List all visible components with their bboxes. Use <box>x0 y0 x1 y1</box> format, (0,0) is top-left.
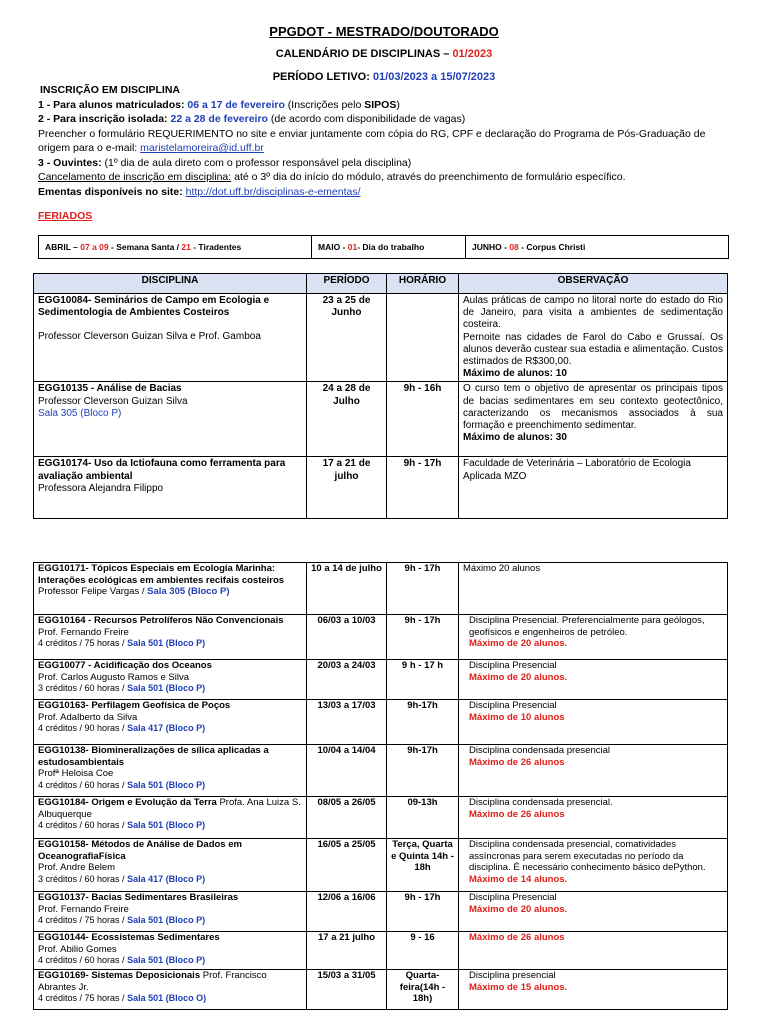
horario-cell: 9h - 16h <box>387 382 459 457</box>
ementas-link[interactable]: http://dot.uff.br/disciplinas-e-ementas/ <box>185 185 361 198</box>
horario-cell: Quarta-feira(14h - 18h) <box>387 970 459 1010</box>
inscricao-item-1 <box>38 98 738 113</box>
observacao-cell <box>459 700 728 745</box>
obs-text: Disciplina condensada presencial. <box>469 797 613 808</box>
item3-text: (1º dia de aula direto com o professor responsável pela disciplina) <box>104 156 412 169</box>
disciplina-cell <box>34 563 307 615</box>
separator: / <box>119 915 128 925</box>
disciplina-cell <box>34 892 307 932</box>
observacao-cell <box>459 563 728 615</box>
periodo-cell: 15/03 a 31/05 <box>307 970 387 1010</box>
item3-label: 3 - Ouvintes: <box>38 156 105 169</box>
course-credits: 4 créditos / 60 horas <box>38 955 120 965</box>
separator: / <box>119 993 128 1003</box>
periodo-cell: 17 a 21 de julho <box>307 457 387 519</box>
horario-cell: 9h - 17h <box>387 457 459 519</box>
item1-note-c: ) <box>396 98 400 111</box>
course-credits: 4 créditos / 60 horas <box>38 820 120 830</box>
disciplina-cell <box>34 839 307 892</box>
feriados-heading: FERIADOS <box>38 210 93 222</box>
horario-cell <box>387 294 459 382</box>
disciplina-cell <box>34 615 307 660</box>
col-observacao: OBSERVAÇÃO <box>459 274 728 294</box>
item1-note-a: (Inscrições pelo <box>284 98 365 111</box>
disciplina-cell <box>34 970 307 1010</box>
item2-note: (de acordo com disponibilidade de vagas) <box>267 113 466 125</box>
separator: / <box>119 820 128 830</box>
obs-text: Máximo 20 alunos <box>463 563 541 574</box>
obs-text: Faculdade de Veterinária – Laboratório de Ecologia Aplicada MZO <box>463 458 691 482</box>
calendar-label: CALENDÁRIO DE DISCIPLINAS – <box>275 48 453 60</box>
horario-cell: 9h-17h <box>387 700 459 745</box>
periodo-cell: 20/03 a 24/03 <box>307 660 387 700</box>
course-title: EGG10077 - Acidificação dos Oceanos <box>38 660 212 671</box>
course-professor: Prof. Francisco Abrantes Jr. <box>38 970 267 993</box>
item2-instructions <box>38 127 738 156</box>
obs-text: Pernoite nas cidades de Farol do Cabo e Grussaí. Os alunos deverão custear sua estadia e alimentação. Custos estimados de R$300,00. <box>463 331 723 368</box>
separator: / <box>119 873 128 884</box>
course-professor: Prof. Andre Belem <box>38 862 116 873</box>
feriado-junho <box>466 236 729 259</box>
course-title: EGG10135 - Análise de Bacias <box>38 383 182 395</box>
course-credits: 4 créditos / 90 horas <box>38 723 120 733</box>
obs-max: Máximo de 14 alunos. <box>469 873 568 885</box>
obs-max: Máximo de 20 alunos. <box>469 903 568 915</box>
obs-max: Máximo de 26 alunos <box>469 808 565 820</box>
observacao-cell <box>459 615 728 660</box>
course-room: Sala 501 (Bloco O) <box>127 993 207 1003</box>
item2-dates: 22 a 28 de fevereiro <box>170 113 268 125</box>
course-room: Sala 305 (Bloco P) <box>38 407 122 419</box>
horario-cell: 9h-17h <box>387 745 459 797</box>
table-row <box>34 294 728 382</box>
table-row <box>34 563 728 615</box>
course-title: EGG10174- Uso da Ictiofauna como ferramenta para avaliação ambiental <box>38 458 286 482</box>
course-credits: 3 créditos / 60 horas <box>38 873 120 884</box>
course-professor: Prof. Fernando Freire <box>38 903 129 915</box>
observacao-cell <box>459 745 728 797</box>
course-title: EGG10144- Ecossistemas Sedimentares <box>38 932 220 943</box>
table-row <box>34 932 728 970</box>
inscricao-item-2 <box>38 112 738 127</box>
observacao-cell <box>459 892 728 932</box>
course-credits: 4 créditos / 75 horas <box>38 638 120 648</box>
course-professor: Prof. Abilio Gomes <box>38 943 117 955</box>
separator: / <box>139 586 148 597</box>
maio-day: 01 <box>347 242 358 252</box>
periodo-cell: 17 a 21 julho <box>307 932 387 970</box>
course-credits: 4 créditos / 75 horas <box>38 915 120 925</box>
col-disciplina: DISCIPLINA <box>34 274 307 294</box>
disciplina-cell <box>34 797 307 839</box>
course-professor: Professor Felipe Vargas <box>38 586 140 597</box>
disciplina-cell <box>34 745 307 797</box>
course-title: EGG10158- Métodos de Análise de Dados em OceanografiaFísica <box>38 839 242 862</box>
item1-label: 1 - Para alunos matriculados: <box>38 98 188 111</box>
course-professor: Profa. Ana Luiza S. Albuquerque <box>38 797 301 820</box>
disciplina-cell <box>34 700 307 745</box>
letivo-label: PERÍODO LETIVO: <box>272 71 373 83</box>
horario-cell: 9h - 17h <box>387 892 459 932</box>
table-header-row <box>34 274 728 294</box>
observacao-cell <box>459 382 728 457</box>
item2-label: 2 - Para inscrição isolada: <box>38 113 171 125</box>
table-row <box>34 745 728 797</box>
course-professor: Profª Heloisa Coe <box>38 768 114 779</box>
table-row <box>34 457 728 519</box>
disciplina-cell <box>34 294 307 382</box>
table-row <box>34 660 728 700</box>
course-professor: Professor Cleverson Guizan Silva e Prof. Gamboa <box>38 331 261 343</box>
obs-text: Disciplina Presencial <box>469 700 557 711</box>
obs-max: Máximo de 26 alunos <box>469 932 565 943</box>
course-title: EGG10163- Perfilagem Geofísica de Poços <box>38 700 231 711</box>
course-room: Sala 501 (Bloco P) <box>127 915 206 925</box>
course-room: Sala 305 (Bloco P) <box>147 586 230 597</box>
maio-label: MAIO - <box>318 242 348 252</box>
obs-text: Disciplina Presencial <box>469 892 557 903</box>
inscricao-item-3 <box>38 156 738 171</box>
periodo-cell: 16/05 a 25/05 <box>307 839 387 892</box>
table-row <box>34 700 728 745</box>
course-title: EGG10137- Bacias Sedimentares Brasileiras <box>38 892 239 903</box>
obs-text: Disciplina Presencial <box>469 660 557 671</box>
table-row <box>34 615 728 660</box>
letivo-subtitle <box>0 71 768 83</box>
disciplina-cell <box>34 457 307 519</box>
periodo-cell: 12/06 a 16/06 <box>307 892 387 932</box>
ementas-line <box>38 185 738 200</box>
course-credits: 4 créditos / 60 horas <box>38 779 120 790</box>
horario-cell: 09-13h <box>387 797 459 839</box>
course-room: Sala 501 (Bloco P) <box>127 955 206 965</box>
page-title: PPGDOT - MESTRADO/DOUTORADO <box>269 24 499 39</box>
horario-cell: 9 h - 17 h <box>387 660 459 700</box>
course-room: Sala 417 (Bloco P) <box>127 873 206 884</box>
cancel-label: Cancelamento de inscrição em disciplina: <box>38 171 232 183</box>
obs-max: Máximo de alunos: 30 <box>463 432 567 444</box>
table-row <box>34 839 728 892</box>
feriados-table <box>38 235 729 259</box>
letivo-dates: 01/03/2023 a 15/07/2023 <box>372 71 496 83</box>
junho-day: 08 <box>509 242 519 252</box>
periodo-cell: 24 a 28 de Julho <box>307 382 387 457</box>
abril-dates: 07 a 09 <box>80 242 109 252</box>
inscricao-heading: INSCRIÇÃO EM DISCIPLINA <box>40 84 181 96</box>
observacao-cell <box>459 839 728 892</box>
cancelamento-line <box>38 170 738 185</box>
obs-max: Máximo de 26 alunos <box>469 756 565 768</box>
observacao-cell <box>459 970 728 1010</box>
course-title: EGG10138- Biomineralizações de sílica aplicadas a estudosambientais <box>38 745 269 768</box>
course-room: Sala 501 (Bloco P) <box>127 683 206 693</box>
table-row <box>34 970 728 1010</box>
obs-text: Aulas práticas de campo no litoral norte do estado do Rio de Janeiro, para visita a ambientes de sedimentação costeira. <box>463 295 723 331</box>
periodo-cell: 13/03 a 17/03 <box>307 700 387 745</box>
obs-max: Máximo de 10 alunos <box>469 711 565 723</box>
obs-max: Máximo de 15 alunos. <box>469 981 568 993</box>
item1-dates: 06 a 17 de fevereiro <box>187 98 285 111</box>
course-title: EGG10184- Origem e Evolução da Terra <box>38 797 217 808</box>
course-room: Sala 501 (Bloco P) <box>127 779 206 790</box>
obs-max: Máximo de 20 alunos. <box>469 671 568 683</box>
course-credits: 3 créditos / 60 horas <box>38 683 120 693</box>
feriado-maio <box>312 236 466 259</box>
course-title: EGG10084- Seminários de Campo em Ecologia e Sedimentologia de Ambientes Costeiros <box>38 295 270 319</box>
course-room: Sala 417 (Bloco P) <box>127 723 206 733</box>
periodo-cell: 23 a 25 de Junho <box>307 294 387 382</box>
course-title: EGG10171- Tópicos Especiais em Ecologia Marinha: Interações ecológicas em ambientes recifais costeiros <box>38 563 285 586</box>
separator: / <box>119 779 128 790</box>
obs-max: Máximo de alunos: 10 <box>463 368 567 380</box>
item1-note-b: SIPOS <box>364 98 397 111</box>
course-professor: Prof. Carlos Augusto Ramos e Silva <box>38 671 190 683</box>
email-link[interactable]: maristelamoreira@id.uff.br <box>140 142 264 154</box>
abril-day: 21 <box>181 242 191 252</box>
junho-label: JUNHO - <box>472 242 510 252</box>
periodo-cell: 10 a 14 de julho <box>307 563 387 615</box>
periodo-cell: 10/04 a 14/04 <box>307 745 387 797</box>
ementas-label: Ementas disponíveis no site: <box>38 185 186 198</box>
periodo-cell: 06/03 a 10/03 <box>307 615 387 660</box>
table-row <box>34 382 728 457</box>
horario-cell: 9h - 17h <box>387 563 459 615</box>
col-horario: HORÁRIO <box>387 274 459 294</box>
abril-tiradentes: - Tiradentes <box>190 242 242 252</box>
course-title: EGG10164 - Recursos Petrolíferos Não Convencionais <box>38 615 284 626</box>
abril-semana-santa: - Semana Santa / <box>108 242 182 252</box>
disciplina-cell <box>34 382 307 457</box>
course-room: Sala 501 (Bloco P) <box>127 638 206 648</box>
table-row <box>34 797 728 839</box>
item2-text: Preencher o formulário REQUERIMENTO no site e enviar juntamente com cópia do RG, CPF e declaração do Programa de Pós-Graduação de origem para o e-mail: <box>38 127 706 154</box>
horario-cell: Terça, Quarta e Quinta 14h - 18h <box>387 839 459 892</box>
observacao-cell <box>459 294 728 382</box>
horario-cell: 9h - 17h <box>387 615 459 660</box>
course-credits: 4 créditos / 75 horas <box>38 993 120 1003</box>
observacao-cell <box>459 457 728 519</box>
maio-desc: - Dia do trabalho <box>357 242 425 252</box>
disciplina-cell <box>34 932 307 970</box>
observacao-cell <box>459 660 728 700</box>
obs-text: Disciplina condensada presencial, comatividades assíncronas para serem executadas no período da disciplina. É necessário conhecimento básico dePython. <box>469 839 706 873</box>
disciplinas-table-2 <box>33 562 728 1010</box>
disciplina-cell <box>34 660 307 700</box>
course-professor: Prof. Adalberto da Silva <box>38 711 138 723</box>
obs-text: O curso tem o objetivo de apresentar os principais tipos de bacias sedimentares em seu contexto geotectônico, caracterizando os mecanismos associados à sua formação e preenchimento sedimentar. <box>463 383 723 432</box>
course-title: EGG10169- Sistemas Deposicionais <box>38 970 201 981</box>
col-periodo: PERÍODO <box>307 274 387 294</box>
feriado-abril <box>39 236 312 259</box>
calendar-subtitle <box>0 48 768 60</box>
junho-desc: - Corpus Christi <box>518 242 586 252</box>
separator: / <box>119 955 128 965</box>
periodo-cell: 08/05 a 26/05 <box>307 797 387 839</box>
observacao-cell <box>459 797 728 839</box>
obs-text: Disciplina Presencial. Preferencialmente para geólogos, geofísicos e engenheiros de petróleo. <box>469 615 705 638</box>
course-room: Sala 501 (Bloco P) <box>127 820 206 830</box>
separator: / <box>119 638 128 648</box>
abril-label: ABRIL – <box>45 242 81 252</box>
obs-text: Disciplina presencial <box>469 970 556 981</box>
horario-cell: 9 - 16 <box>387 932 459 970</box>
disciplinas-table-1 <box>33 273 728 519</box>
calendar-period: 01/2023 <box>452 48 493 60</box>
inscricao-section <box>38 83 738 199</box>
separator: / <box>119 683 128 693</box>
cancel-text: até o 3º dia do início do módulo, através do preenchimento de formulário específico. <box>231 171 626 183</box>
table-row <box>34 892 728 932</box>
course-professor: Prof. Fernando Freire <box>38 626 129 638</box>
observacao-cell <box>459 932 728 970</box>
course-professor: Professora Alejandra Filippo <box>38 482 164 494</box>
separator: / <box>119 723 128 733</box>
course-professor: Professor Cleverson Guizan Silva <box>38 395 188 407</box>
obs-max: Máximo de 20 alunos. <box>469 638 568 649</box>
obs-text: Disciplina condensada presencial <box>469 745 611 756</box>
